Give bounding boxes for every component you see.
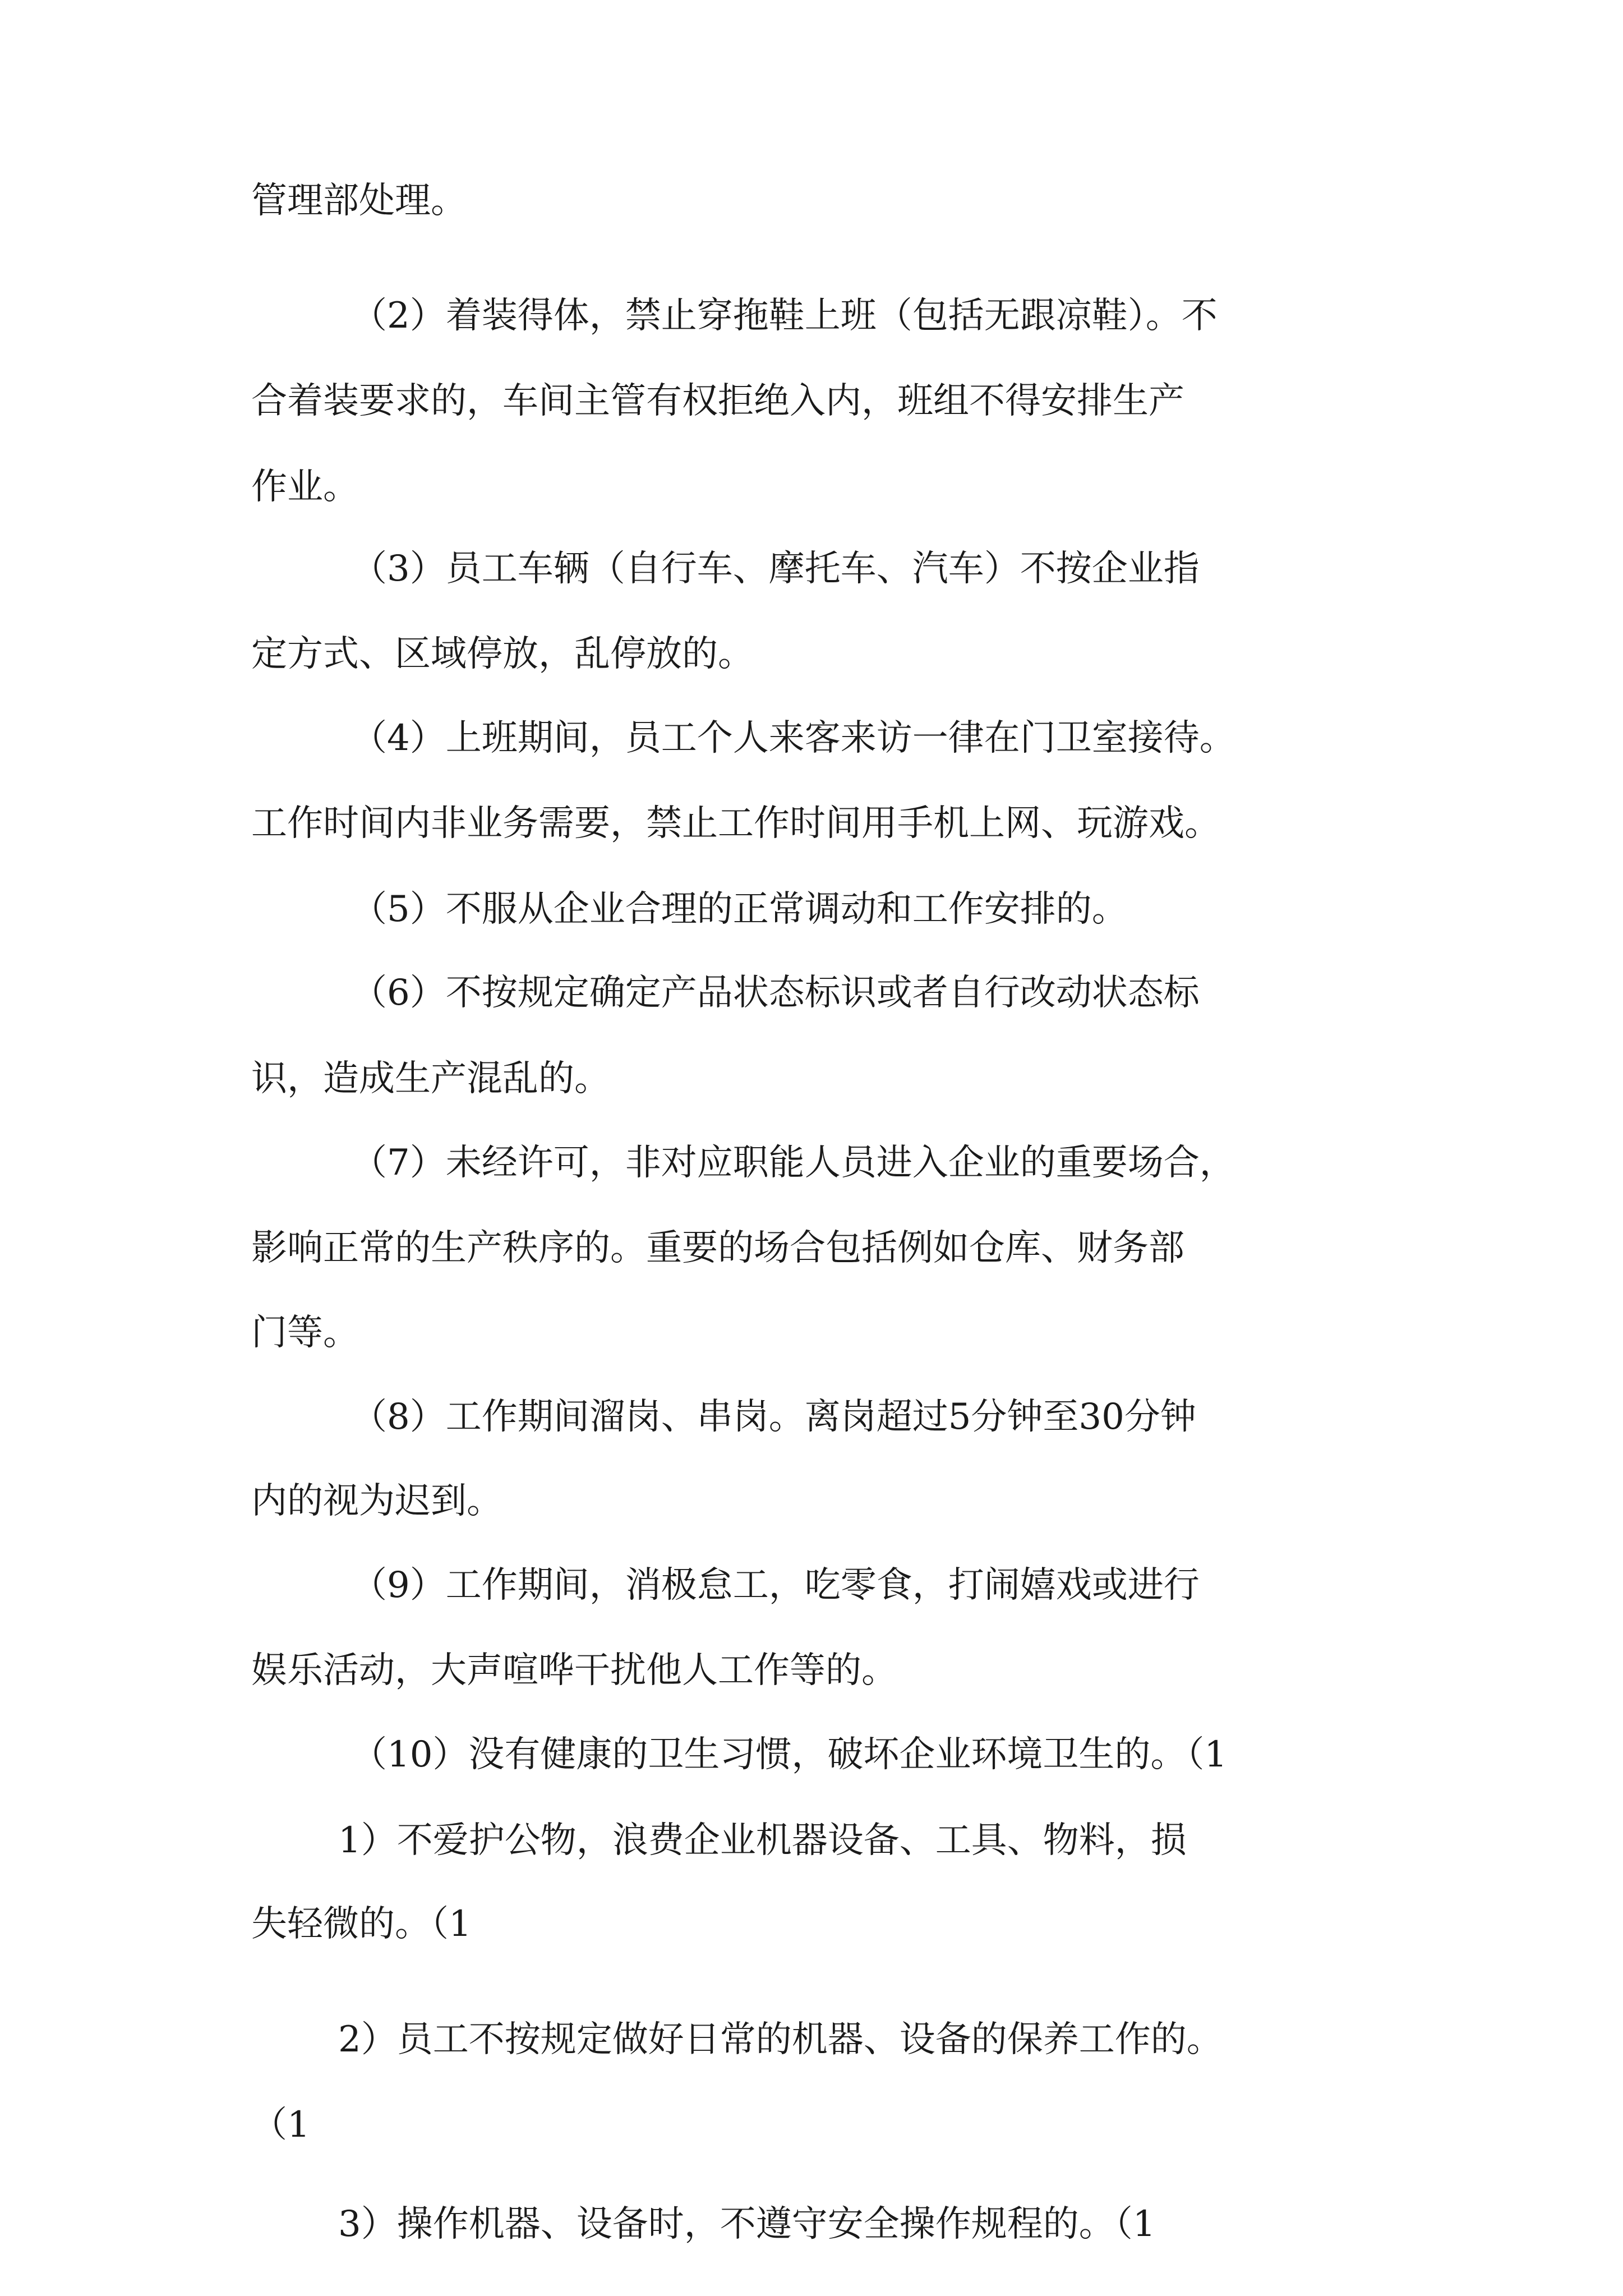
text-line: （6）不按规定确定产品状态标识或者自行改动状态标 [351, 972, 1200, 1014]
text-line: 2）员工不按规定做好日常的机器、设备的保养工作的。 [338, 2019, 1223, 2060]
text-line: （3）员工车辆（自行车、摩托车、汽车）不按企业指 [351, 548, 1200, 590]
text-line: （10）没有健康的卫生习惯，破坏企业环境卫生的。（1 [351, 1734, 1228, 1775]
text-line: 失轻微的。（1 [251, 1903, 472, 1945]
text-line: 3）操作机器、设备时，不遵守安全操作规程的。（1 [338, 2203, 1156, 2245]
text-line: 作业。 [251, 466, 359, 508]
text-line: 影响正常的生产秩序的。重要的场合包括例如仓库、财务部 [251, 1227, 1184, 1269]
text-line: 内的视为迟到。 [251, 1480, 502, 1522]
text-line: 管理部处理。 [251, 180, 467, 222]
text-line: 娱乐活动，大声喧哗干扰他人工作等的。 [251, 1650, 897, 1691]
text-line: （5）不服从企业合理的正常调动和工作安排的。 [351, 889, 1128, 930]
text-line: 工作时间内非业务需要，禁止工作时间用手机上网、玩游戏。 [251, 803, 1220, 844]
text-line: 门等。 [251, 1312, 359, 1354]
text-line: 定方式、区域停放，乱停放的。 [251, 633, 754, 675]
text-line: （2）着装得体，禁止穿拖鞋上班（包括无跟凉鞋）。不 [351, 295, 1218, 337]
text-line: （1 [251, 2104, 310, 2146]
text-line: 合着装要求的，车间主管有权拒绝入内，班组不得安排生产 [251, 380, 1184, 422]
text-line: （9）工作期间，消极怠工，吃零食，打闹嬉戏或进行 [351, 1565, 1200, 1606]
text-line: （7）未经许可，非对应职能人员进入企业的重要场合， [351, 1142, 1235, 1184]
text-line: （4）上班期间，员工个人来客来访一律在门卫室接待。 [351, 717, 1235, 759]
text-line: 识，造成生产混乱的。 [251, 1058, 610, 1099]
text-line: （8）工作期间溜岗、串岗。离岗超过5分钟至30分钟 [351, 1396, 1196, 1438]
text-line: 1）不爱护公物，浪费企业机器设备、工具、物料，损 [338, 1820, 1187, 1861]
